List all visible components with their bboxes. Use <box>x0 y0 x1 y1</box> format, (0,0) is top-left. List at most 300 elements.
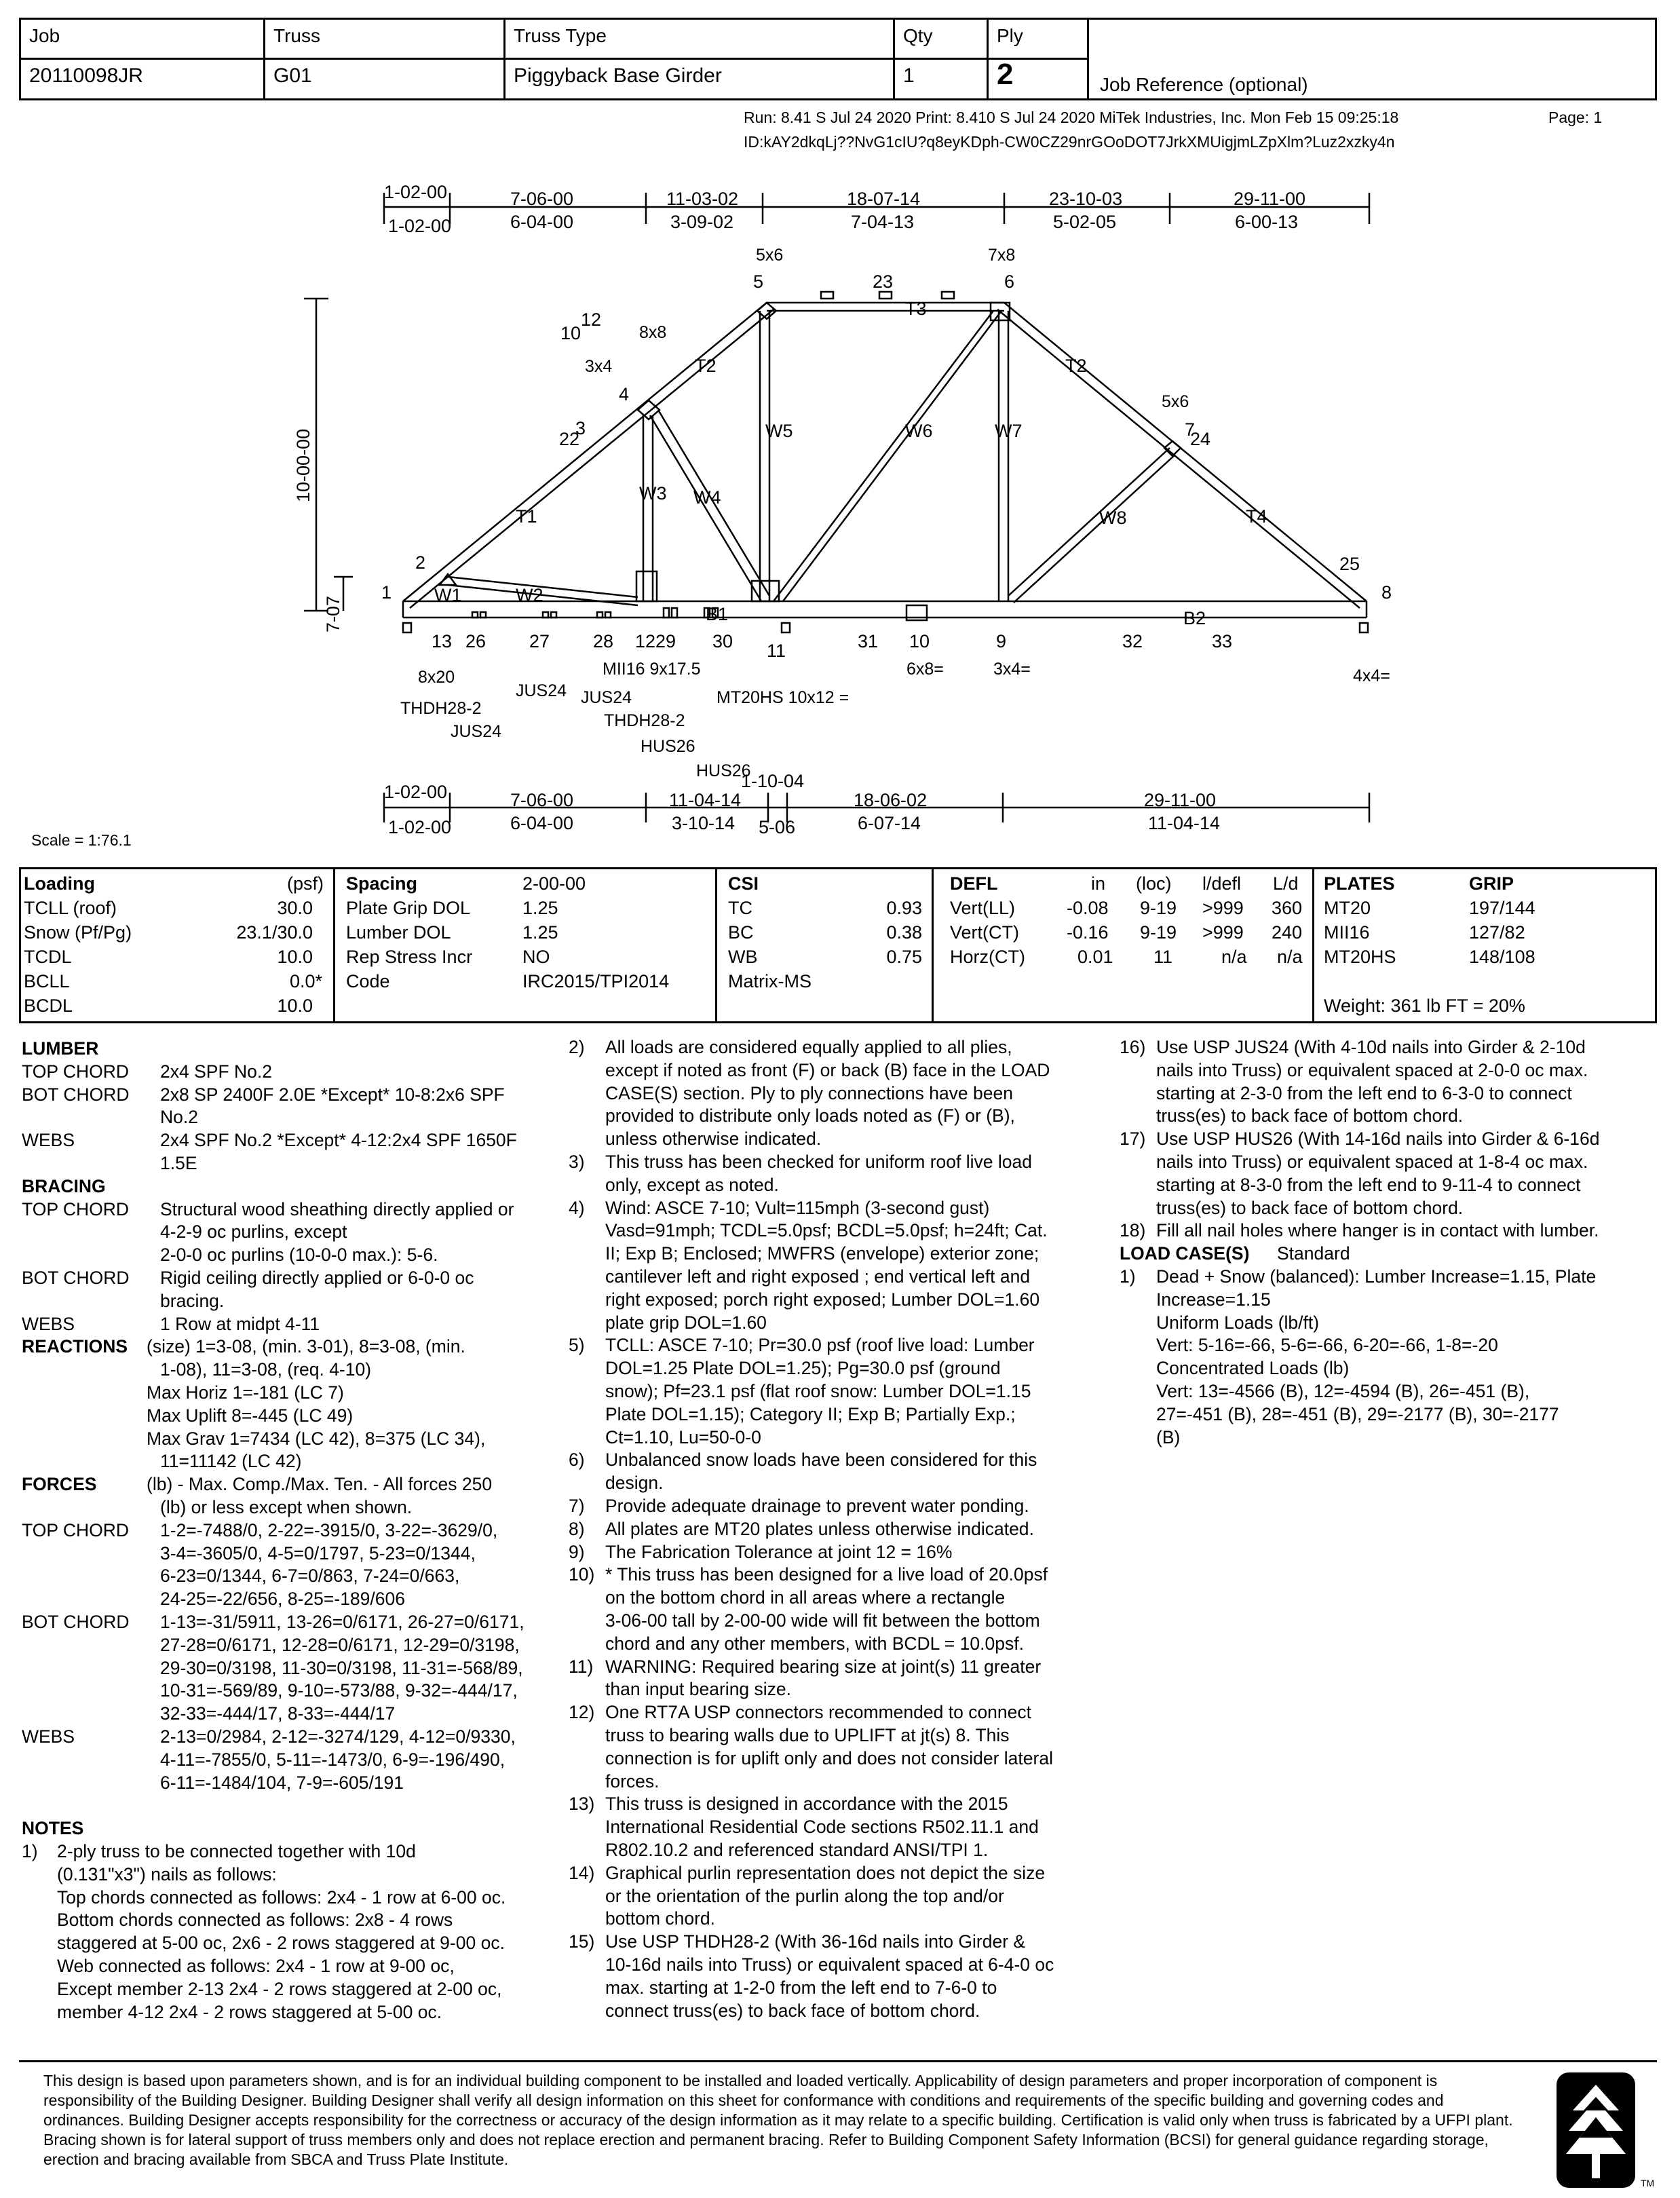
col1-key: WEBS <box>22 1130 75 1151</box>
loading-table <box>19 867 335 1023</box>
note-text: connection is for uplift only and does not consider lateral <box>605 1747 1053 1768</box>
col1-value: 1-2=-7488/0, 2-22=-3915/0, 3-22=-3629/0, <box>160 1519 498 1540</box>
note-text: nails into Truss) or equivalent spaced at 2-0-0 oc max. <box>1156 1059 1588 1080</box>
spacing-label: Plate Grip DOL <box>346 898 471 918</box>
bot-dim-lower-2: 6-04-00 <box>510 813 574 833</box>
plate-7x8: 7x8 <box>988 246 1016 265</box>
defl-label: Vert(CT) <box>950 922 1020 943</box>
page-number: Page: 1 <box>1548 109 1603 126</box>
joint-31: 31 <box>858 631 879 651</box>
note-text: Ct=1.10, Lu=50-0-0 <box>605 1426 761 1447</box>
spacing-label: Lumber DOL <box>346 922 451 943</box>
spacing-value: 2-00-00 <box>522 873 586 894</box>
joint-8: 8 <box>1381 582 1392 603</box>
note-text: starting at 8-3-0 from the left end to 9-11-4 to connect <box>1156 1174 1581 1195</box>
note-text: max. starting at 1-2-0 from the left end to 7-6-0 to <box>605 1977 997 1998</box>
plates-title: PLATES <box>1324 873 1395 894</box>
note-text: International Residential Code sections R502.11.1 and <box>605 1817 1039 1838</box>
spacing-label: Rep Stress Incr <box>346 947 473 967</box>
hanger-jus24-a: JUS24 <box>516 681 567 700</box>
plate-3x4-bot: 3x4= <box>993 660 1031 679</box>
top-dim-lower-5: 5-02-05 <box>1053 212 1117 232</box>
bot-dim-lower-5: 6-07-14 <box>858 813 921 833</box>
note-text: Use USP JUS24 (With 4-10d nails into Girder & 2-10d <box>1156 1037 1586 1057</box>
hanger-hus26-a: HUS26 <box>641 737 695 756</box>
col1-value: 4-11=-7855/0, 5-11=-1473/0, 6-9=-196/490, <box>160 1749 505 1770</box>
csi-table <box>715 867 934 1023</box>
note-text: Increase=1.15 <box>1156 1289 1271 1310</box>
col1-value: 6-23=0/1344, 6-7=0/863, 7-24=0/663, <box>160 1566 460 1587</box>
note-number: 14) <box>569 1862 595 1883</box>
col1-value: Top chords connected as follows: 2x4 - 1 row at 6-00 oc. <box>57 1887 506 1908</box>
note-number: 3) <box>569 1152 585 1172</box>
col1-key: BRACING <box>22 1175 106 1196</box>
col1-value: staggered at 5-00 oc, 2x6 - 2 rows staggered at 9-00 oc. <box>57 1933 505 1954</box>
col1-key: TOP CHORD <box>22 1519 130 1540</box>
scale-label: Scale = 1:76.1 <box>31 831 132 849</box>
joint-26: 26 <box>465 631 486 651</box>
plate-mii16: MII16 9x17.5 <box>603 660 701 679</box>
note-text: Dead + Snow (balanced): Lumber Increase=1.15, Plate <box>1156 1266 1597 1287</box>
col1-value: 2-13=0/2984, 2-12=-3274/129, 4-12=0/9330, <box>160 1726 516 1747</box>
joint-6: 6 <box>1004 271 1015 292</box>
col1-value: Max Uplift 8=-445 (LC 49) <box>147 1405 354 1426</box>
label-12: 12 <box>581 309 602 330</box>
note-text: snow); Pf=23.1 psf (flat roof snow: Lumber DOL=1.15 <box>605 1381 1031 1401</box>
col1-value: 1-13=-31/5911, 13-26=0/6171, 26-27=0/6171, <box>160 1612 524 1632</box>
note-text: design. <box>605 1473 664 1494</box>
hanger-thdh28-2-right: THDH28-2 <box>604 711 685 730</box>
joint-12: 12 <box>635 631 656 651</box>
footer-rule <box>19 2060 1657 2062</box>
truss-label: Truss <box>273 25 320 46</box>
csi-label: WB <box>728 947 758 967</box>
col1-key: TOP CHORD <box>22 1061 130 1082</box>
note-text: Use USP HUS26 (With 14-16d nails into Girder & 6-16d <box>1156 1129 1600 1150</box>
note-text: only, except as noted. <box>605 1174 779 1195</box>
note-text: Vasd=91mph; TCDL=5.0psf; BCDL=5.0psf; h=24ft; Cat. <box>605 1220 1048 1241</box>
spacing-value: 1.25 <box>522 922 558 943</box>
col1-value: 27-28=0/6171, 12-28=0/6171, 12-29=0/3198, <box>160 1634 520 1655</box>
col1-value: Bottom chords connected as follows: 2x8 - 4 rows <box>57 1910 453 1931</box>
loading-row-label: BCDL <box>24 996 73 1016</box>
plate-5x6-right: 5x6 <box>1162 392 1189 411</box>
note-text: CASE(S) section. Ply to ply connections have been <box>605 1082 1013 1103</box>
top-dim-upper-4: 18-07-14 <box>847 189 921 209</box>
top-dim-upper-5: 23-10-03 <box>1049 189 1123 209</box>
joint-10: 10 <box>909 631 930 651</box>
loading-row-label: TCDL <box>24 947 72 967</box>
member-t1: T1 <box>516 506 537 527</box>
joint-4: 4 <box>619 384 630 404</box>
job-reference: Job Reference (optional) <box>1100 74 1308 95</box>
col1-value: (0.131"x3") nails as follows: <box>57 1863 277 1884</box>
hanger-thdh28-2-left: THDH28-2 <box>400 699 482 718</box>
defl-in: -0.08 <box>1067 898 1109 918</box>
loading-row-value: 30.0 <box>277 898 313 918</box>
grip-title: GRIP <box>1469 873 1514 894</box>
spacing-table <box>333 867 717 1023</box>
spacing-value: IRC2015/TPI2014 <box>522 971 670 991</box>
plate-8x8: 8x8 <box>639 323 667 342</box>
plate-8x20: 8x20 <box>418 668 455 687</box>
bot-dim-upper-6: 29-11-00 <box>1144 790 1217 810</box>
note-text: R802.10.2 and referenced standard ANSI/TPI 1. <box>605 1840 989 1860</box>
spacing-label: Spacing <box>346 873 418 894</box>
note-number: 7) <box>569 1496 585 1516</box>
type-label: Truss Type <box>514 25 607 46</box>
col1-value: Web connected as follows: 2x4 - 1 row at 9-00 oc, <box>57 1956 455 1976</box>
note-text: This truss is designed in accordance with the 2015 <box>605 1794 1008 1815</box>
note-text: connect truss(es) to back face of bottom chord. <box>605 2000 980 2021</box>
col1-value: (lb) - Max. Comp./Max. Ten. - All forces 250 <box>147 1474 493 1495</box>
joint-13: 13 <box>432 631 453 651</box>
tm-mark: TM <box>1641 2178 1655 2188</box>
member-b2: B2 <box>1183 608 1206 628</box>
run-line: Run: 8.41 S Jul 24 2020 Print: 8.410 S Jul 24 2020 MiTek Industries, Inc. Mon Feb 15 09:25:18 <box>744 109 1399 126</box>
note-text: Uniform Loads (lb/ft) <box>1156 1312 1320 1333</box>
col1-key: NOTES <box>22 1818 84 1839</box>
col1-key: TOP CHORD <box>22 1198 130 1219</box>
note-text: 10-16d nails into Truss) or equivalent spaced at 6-4-0 oc <box>605 1954 1054 1975</box>
defl-loc: 9-19 <box>1140 898 1177 918</box>
defl-ldefl: >999 <box>1202 898 1244 918</box>
member-w5: W5 <box>765 421 793 441</box>
loading-row-label: Snow (Pf/Pg) <box>24 922 132 943</box>
bot-dim-upper-4: 1-10-04 <box>741 771 805 791</box>
spacing-value: 1.25 <box>522 898 558 918</box>
loading-row-label: TCLL (roof) <box>24 898 117 918</box>
joint-29: 29 <box>655 631 676 651</box>
col1-key: BOT CHORD <box>22 1268 130 1288</box>
note-text: starting at 2-3-0 from the left end to 6-3-0 to connect <box>1156 1082 1572 1103</box>
note-text: WARNING: Required bearing size at joint(s) 11 greater <box>605 1656 1042 1677</box>
note-number: 1) <box>1120 1266 1136 1287</box>
note-text: unless otherwise indicated. <box>605 1129 822 1150</box>
defl-ldefl: n/a <box>1221 947 1247 967</box>
note-text: II; Exp B; Enclosed; MWFRS (envelope) exterior zone; <box>605 1243 1039 1264</box>
note-number: 4) <box>569 1197 585 1218</box>
col1-key: WEBS <box>22 1313 75 1334</box>
joint-22: 22 <box>559 429 580 449</box>
qty-value: 1 <box>903 64 915 87</box>
col1-value: 10-31=-569/89, 9-10=-573/88, 9-32=-444/17, <box>160 1680 518 1701</box>
note-number: 11) <box>569 1656 594 1677</box>
csi-label: BC <box>728 922 754 943</box>
defl-label: Horz(CT) <box>950 947 1025 967</box>
col1-value: 4-2-9 oc purlins, except <box>160 1221 347 1243</box>
joint-7: 7 <box>1185 419 1196 440</box>
defl-ld: 360 <box>1272 898 1303 918</box>
loading-row-label: BCLL <box>24 971 70 991</box>
note-text: Wind: ASCE 7-10; Vult=115mph (3-second gust) <box>605 1197 990 1218</box>
col1-value: 29-30=0/3198, 11-30=0/3198, 11-31=-568/89, <box>160 1657 523 1678</box>
note-number: 6) <box>569 1449 585 1471</box>
col1-value: 2x8 SP 2400F 2.0E *Except* 10-8:2x6 SPF <box>160 1084 505 1105</box>
note-text: Vert: 5-16=-66, 5-6=-66, 6-20=-66, 1-8=-20 <box>1156 1335 1498 1356</box>
joint-23: 23 <box>873 271 894 292</box>
id-line: ID:kAY2dkqLj??NvG1cIU?q8eyKDph-CW0CZ29nrGOoDOT7JrkXMUigjmLZpXlm?Luz2xzky4n <box>744 133 1395 151</box>
plate-5x6-top: 5x6 <box>756 246 784 265</box>
note-number: 15) <box>569 1931 595 1952</box>
top-dim-lower-3: 3-09-02 <box>670 212 734 232</box>
csi-label: Matrix-MS <box>728 971 812 991</box>
defl-table <box>932 867 1314 1023</box>
defl-ldefl: >999 <box>1202 922 1244 943</box>
footer-disclaimer: This design is based upon parameters shown, and is for an individual building component to be installed and loaded vertically. Applicability of design parameters and proper incorporation of component is responsibility of the Building Designer. Building Designer shall verify all design information on this sheet for conformance with conditions and requirements of the specific building and governing codes and ordinances. Building Designer accepts responsibility for the correctness or accuracy of the design information as it may relate to a specific building. Certification is valid only when truss is fabricated by a UFPI plant. Bracing shown is for lateral support of truss members only and does not replace erection and permanent bracing. Refer to Building Component Safety Information (BCSI) for general guidance regarding storage, erection and bracing available from SBCA and Truss Plate Institute. <box>43 2072 1513 2168</box>
member-t2-right: T2 <box>1065 356 1087 376</box>
weight: Weight: 361 lb FT = 20% <box>1324 996 1525 1016</box>
col1-key: BOT CHORD <box>22 1612 130 1632</box>
top-dim-upper-6: 29-11-00 <box>1234 189 1306 209</box>
note-text: than input bearing size. <box>605 1679 792 1700</box>
plate-type: MT20 <box>1324 898 1371 918</box>
type-value: Piggyback Base Girder <box>514 64 722 87</box>
member-w8: W8 <box>1099 508 1127 528</box>
note-number: 18) <box>1120 1220 1146 1241</box>
note-text: cantilever left and right exposed ; end vertical left and <box>605 1266 1031 1287</box>
col1-value: 2x4 SPF No.2 <box>160 1061 272 1082</box>
joint-1: 1 <box>381 582 392 603</box>
defl-ld: n/a <box>1277 947 1303 967</box>
col1-value: (lb) or less except when shown. <box>160 1497 413 1517</box>
col1-key: FORCES <box>22 1474 97 1495</box>
defl-label: Vert(LL) <box>950 898 1016 918</box>
col1-value: Structural wood sheathing directly applied or <box>160 1198 514 1219</box>
note-text: provided to distribute only loads noted as (F) or (B), <box>605 1105 1015 1126</box>
col1-value: 1-08), 11=3-08, (req. 4-10) <box>160 1359 372 1380</box>
col1-value: 1.5E <box>160 1153 197 1173</box>
qty-label: Qty <box>903 25 933 46</box>
col1-value: Except member 2-13 2x4 - 2 rows staggered at 2-00 oc, <box>57 1978 502 1999</box>
note-text: truss to bearing walls due to UPLIFT at jt(s) 8. This <box>605 1725 1010 1745</box>
hanger-hus26-b: HUS26 <box>696 761 751 780</box>
note-text: Concentrated Loads (lb) <box>1156 1358 1350 1379</box>
plates-table <box>1312 867 1657 1023</box>
note-text: Vert: 13=-4566 (B), 12=-4594 (B), 26=-451 (B), <box>1156 1381 1530 1401</box>
joint-5: 5 <box>753 271 764 292</box>
loading-unit: (psf) <box>287 873 324 894</box>
note-number: 10) <box>569 1564 595 1585</box>
ply-value: 2 <box>997 58 1014 91</box>
defl-header-ld: L/d <box>1273 873 1299 894</box>
note-number: 8) <box>569 1518 585 1539</box>
job-label: Job <box>29 25 60 46</box>
col1-value: 32-33=-444/17, 8-33=-444/17 <box>160 1703 396 1724</box>
note-text: * This truss has been designed for a live load of 20.0psf <box>605 1564 1048 1585</box>
defl-title: DEFL <box>950 873 998 894</box>
bot-dim-lower-6: 11-04-14 <box>1148 813 1221 833</box>
bot-dim-upper-5: 18-06-02 <box>854 790 928 810</box>
defl-header-loc: (loc) <box>1136 873 1172 894</box>
note-text: Unbalanced snow loads have been considered for this <box>605 1449 1037 1471</box>
col1-value: 2x4 SPF No.2 *Except* 4-12:2x4 SPF 1650F <box>160 1130 517 1151</box>
note-number: 13) <box>569 1794 595 1815</box>
joint-32: 32 <box>1122 631 1143 651</box>
col1-value: Rigid ceiling directly applied or 6-0-0 oc <box>160 1268 474 1288</box>
note-text: truss(es) to back face of bottom chord. <box>1156 1197 1464 1218</box>
col1-value: Max Horiz 1=-181 (LC 7) <box>147 1382 344 1403</box>
note-text: Plate DOL=1.15); Category II; Exp B; Partially Exp.; <box>605 1403 1016 1424</box>
joint-3: 3 <box>575 418 586 438</box>
joint-2: 2 <box>415 552 426 573</box>
csi-value: 0.93 <box>886 898 922 918</box>
bot-dim-upper-1: 1-02-00 <box>384 782 448 802</box>
col1-value: member 4-12 2x4 - 2 rows staggered at 5-00 oc. <box>57 2001 442 2022</box>
col1-key: 1) <box>22 1841 38 1861</box>
col1-key: BOT CHORD <box>22 1084 130 1105</box>
note-text: on the bottom chord in all areas where a rectangle <box>605 1587 1006 1608</box>
col1-value: Max Grav 1=7434 (LC 42), 8=375 (LC 34), <box>147 1428 486 1449</box>
top-dim-lower-2: 6-04-00 <box>510 212 574 232</box>
plate-mt20hs: MT20HS 10x12 = <box>717 688 849 707</box>
truss-value: G01 <box>273 64 312 87</box>
truss-diagram <box>0 0 1680 862</box>
member-w6: W6 <box>905 421 933 441</box>
note-text: 3-06-00 tall by 2-00-00 wide will fit between the bottom <box>605 1610 1040 1631</box>
col1-value: bracing. <box>160 1290 225 1311</box>
col1-value: No.2 <box>160 1107 198 1128</box>
loading-row-value: 23.1/30.0 <box>236 922 313 943</box>
top-dim-lower-1: 1-02-00 <box>388 216 452 236</box>
defl-ld: 240 <box>1272 922 1303 943</box>
col1-value: 2-0-0 oc purlins (10-0-0 max.): 5-6. <box>160 1245 438 1266</box>
note-text: One RT7A USP connectors recommended to connect <box>605 1702 1032 1723</box>
member-w2: W2 <box>516 585 543 605</box>
joint-25: 25 <box>1339 554 1360 574</box>
csi-value: 0.75 <box>886 947 922 967</box>
loading-row-value: 10.0 <box>277 947 313 967</box>
bot-dim-lower-4: 5-06 <box>759 817 796 837</box>
height-dim: 10-00-00 <box>293 428 313 502</box>
note-number: 9) <box>569 1541 585 1562</box>
loading-row-value: 0.0* <box>289 971 322 991</box>
top-dim-upper-1: 1-02-00 <box>384 182 448 202</box>
plate-6x8: 6x8= <box>906 660 944 679</box>
top-dim-lower-6: 6-00-13 <box>1235 212 1299 232</box>
plate-grip: 197/144 <box>1469 898 1535 918</box>
note-text: right exposed; porch right exposed; Lumber DOL=1.60 <box>605 1289 1040 1310</box>
top-dim-lower-4: 7-04-13 <box>851 212 915 232</box>
hanger-jus24-b: JUS24 <box>451 722 502 741</box>
note-text: (B) <box>1156 1426 1181 1447</box>
col1-key: REACTIONS <box>22 1336 128 1357</box>
note-text: DOL=1.25 Plate DOL=1.25); Pg=30.0 psf (ground <box>605 1358 1001 1379</box>
defl-in: -0.16 <box>1067 922 1109 943</box>
note-number: 5) <box>569 1335 585 1356</box>
top-dim-upper-3: 11-03-02 <box>666 189 739 209</box>
csi-label: TC <box>728 898 752 918</box>
joint-28: 28 <box>593 631 614 651</box>
loading-title: Loading <box>24 873 95 894</box>
member-w7: W7 <box>995 421 1023 441</box>
note-text: truss(es) to back face of bottom chord. <box>1156 1105 1464 1126</box>
note-number: 12) <box>569 1702 595 1723</box>
note-number: 16) <box>1120 1037 1146 1057</box>
note-text: TCLL: ASCE 7-10; Pr=30.0 psf (roof live load: Lumber <box>605 1335 1035 1356</box>
col1-key: WEBS <box>22 1726 75 1747</box>
joint-33: 33 <box>1212 631 1233 651</box>
tpi-logo <box>1554 2070 1662 2192</box>
col1-value: (size) 1=3-08, (min. 3-01), 8=3-08, (min. <box>147 1336 465 1357</box>
note-text: Provide adequate drainage to prevent water ponding. <box>605 1496 1029 1516</box>
plate-3x4-top: 3x4 <box>585 357 613 376</box>
joint-24: 24 <box>1190 429 1211 449</box>
note-text: Use USP THDH28-2 (With 36-16d nails into Girder & <box>605 1931 1026 1952</box>
col1-key: LUMBER <box>22 1038 99 1059</box>
joint-27: 27 <box>529 631 550 651</box>
col1-value: 24-25=-22/656, 8-25=-189/606 <box>160 1589 405 1610</box>
csi-value: 0.38 <box>886 922 922 943</box>
defl-in: 0.01 <box>1077 947 1113 967</box>
job-value: 20110098JR <box>29 64 143 87</box>
note-text: nails into Truss) or equivalent spaced at 1-8-4 oc max. <box>1156 1152 1588 1172</box>
member-w1: W1 <box>434 585 462 605</box>
spacing-label: Code <box>346 971 390 991</box>
member-b1: B1 <box>706 604 729 624</box>
note-text: Fill all nail holes where hanger is in contact with lumber. <box>1156 1220 1599 1241</box>
hanger-jus24-c: JUS24 <box>581 688 632 707</box>
joint-30: 30 <box>712 631 733 651</box>
bot-dim-lower-3: 3-10-14 <box>672 813 736 833</box>
note-text: bottom chord. <box>605 1908 716 1929</box>
member-w4: W4 <box>693 487 721 508</box>
note-text: All loads are considered equally applied to all plies, <box>605 1037 1012 1057</box>
note-text: This truss has been checked for uniform roof live load <box>605 1152 1032 1172</box>
top-dim-upper-2: 7-06-00 <box>510 189 574 209</box>
note-text: The Fabrication Tolerance at joint 12 = 16% <box>605 1541 953 1562</box>
member-t2-left: T2 <box>695 356 717 376</box>
note-text: All plates are MT20 plates unless otherwise indicated. <box>605 1518 1034 1539</box>
note-text: except if noted as front (F) or back (B) face in the LOAD <box>605 1059 1050 1080</box>
note-text: Graphical purlin representation does not depict the size <box>605 1862 1046 1883</box>
note-text: chord and any other members, with BCDL = 10.0psf. <box>605 1633 1024 1654</box>
ply-label: Ply <box>997 25 1023 46</box>
plate-grip: 127/82 <box>1469 922 1525 943</box>
col1-value: 2-ply truss to be connected together with 10d <box>57 1841 416 1861</box>
bot-dim-upper-2: 7-06-00 <box>510 790 574 810</box>
member-t4: T4 <box>1246 506 1267 527</box>
note-text: or the orientation of the purlin along the top and/or <box>605 1885 1004 1906</box>
loading-row-value: 10.0 <box>277 996 313 1016</box>
csi-title: CSI <box>728 873 759 894</box>
defl-header-ldefl: l/defl <box>1202 873 1242 894</box>
col1-value: 3-4=-3605/0, 4-5=0/1797, 5-23=0/1344, <box>160 1542 476 1564</box>
joint-11: 11 <box>767 641 786 661</box>
note-text: 27=-451 (B), 28=-451 (B), 29=-2177 (B), 30=-2177 <box>1156 1403 1559 1424</box>
plate-type: MII16 <box>1324 922 1370 943</box>
col1-value: 11=11142 (LC 42) <box>160 1451 302 1472</box>
note-number: LOAD CASE(S) <box>1120 1243 1250 1264</box>
note-number: 2) <box>569 1037 585 1057</box>
defl-header-in: in <box>1091 873 1106 894</box>
member-t3: T3 <box>905 299 927 319</box>
note-text: Standard <box>1277 1243 1350 1264</box>
plate-4x4: 4x4= <box>1353 666 1390 685</box>
spacing-value: NO <box>522 947 550 967</box>
member-w3: W3 <box>639 483 667 504</box>
note-number: 17) <box>1120 1129 1146 1150</box>
joint-9: 9 <box>996 631 1007 651</box>
col1-value: 6-11=-1484/104, 7-9=-605/191 <box>160 1772 404 1793</box>
end-height-dim: 7-07 <box>323 595 343 632</box>
label-10: 10 <box>560 323 581 343</box>
bot-dim-upper-3: 11-04-14 <box>669 790 742 810</box>
col1-value: 1 Row at midpt 4-11 <box>160 1313 320 1334</box>
note-text: forces. <box>605 1770 660 1792</box>
note-text: plate grip DOL=1.60 <box>605 1312 767 1333</box>
plate-type: MT20HS <box>1324 947 1396 967</box>
